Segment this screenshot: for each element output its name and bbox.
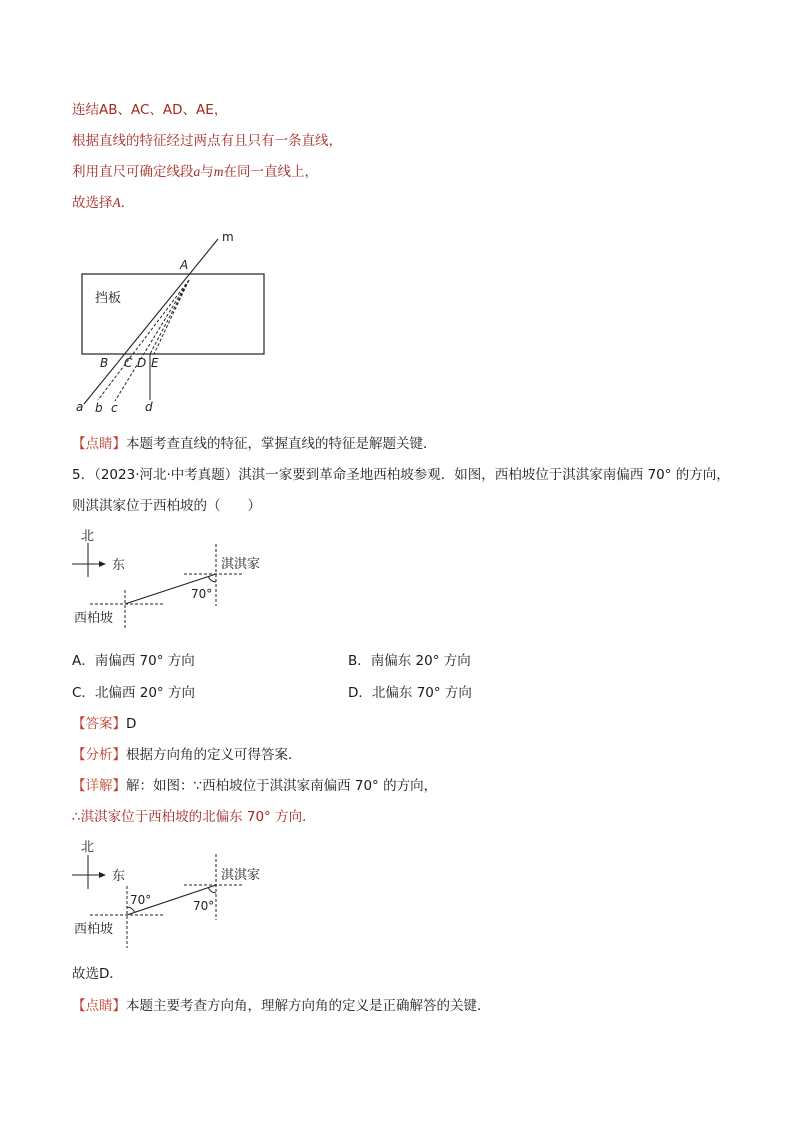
solution-line-choose <box>72 194 134 212</box>
ray-c <box>115 280 189 401</box>
east-label: 东 <box>112 869 126 884</box>
xibaipo-label: 西柏坡 <box>74 922 114 937</box>
label-C: C <box>124 356 133 370</box>
choose-pre: 故选择 <box>72 195 113 211</box>
home-label: 淇淇家 <box>221 557 261 572</box>
label-b: b <box>95 401 103 415</box>
comment-line <box>72 997 491 1015</box>
solution-line-property: 根据直线的特征经过两点有且只有一条直线， <box>72 133 342 149</box>
ray-d <box>150 280 189 354</box>
label-B: B <box>100 356 109 370</box>
detail-text: 解：如图：∵西柏坡位于淇淇家南偏西 70° 的方向， <box>126 778 438 794</box>
figure-direction-answer <box>68 836 308 946</box>
question-number: 5． <box>72 467 95 483</box>
label-D: D <box>137 356 147 370</box>
analysis-tag: 【分析】 <box>72 747 126 763</box>
option-b-text: 南偏东 20° 方向 <box>370 653 471 669</box>
ruler-text-post: 在同一直线上， <box>223 164 318 180</box>
choose-line: 故选D． <box>72 966 123 982</box>
option-b-letter: B． <box>348 653 371 669</box>
question-text-1: 淇淇一家要到革命圣地西柏坡参观．如图，西柏坡位于淇淇家南偏西 70° 的方向， <box>238 467 730 483</box>
north-label: 北 <box>81 840 95 855</box>
answer-tag: 【答案】 <box>72 716 126 732</box>
north-label: 北 <box>81 529 95 544</box>
option-c-text: 北偏西 20° 方向 <box>94 685 195 701</box>
figure-direction-question <box>68 524 308 632</box>
ray-m <box>84 239 218 404</box>
angle-label: 70° <box>191 587 213 601</box>
var-a: a <box>193 164 201 179</box>
east-arrow-icon <box>99 561 106 567</box>
choose-post: ． <box>120 195 135 211</box>
label-E: E <box>151 356 159 370</box>
home-label: 淇淇家 <box>221 868 261 883</box>
xibaipo-label: 西柏坡 <box>74 611 114 626</box>
label-A: A <box>180 258 189 272</box>
option-b[interactable] <box>348 652 471 670</box>
ray-e <box>154 280 189 354</box>
choose-letter: A <box>112 195 121 210</box>
question-source: （2023·河北·中考真题） <box>94 467 239 483</box>
ruler-text-pre: 利用直尺可确定线段 <box>72 164 194 180</box>
angle-arc-home <box>208 888 216 894</box>
angle-arc-xibaipo <box>127 907 135 913</box>
option-a-letter: A． <box>72 653 95 669</box>
answer-text: D <box>126 716 137 732</box>
answer-line <box>72 715 136 733</box>
option-c[interactable] <box>72 684 195 702</box>
angle-label-home: 70° <box>193 899 215 913</box>
solution-line-ruler <box>72 163 318 181</box>
analysis-line <box>72 746 302 764</box>
board-label: 挡板 <box>95 291 122 306</box>
comment-text: 本题主要考查方向角，理解方向角的定义是正确解答的关键． <box>126 998 491 1014</box>
east-arrow-icon <box>99 872 106 878</box>
angle-arc <box>208 577 216 583</box>
solution-line-connect: 连结AB、AC、AD、AE， <box>72 102 228 118</box>
comment-prev <box>72 435 437 453</box>
ruler-text-mid: 与 <box>200 164 214 180</box>
east-label: 东 <box>112 558 126 573</box>
question-5-line1 <box>72 466 730 484</box>
label-d: d <box>145 400 153 414</box>
detail-line <box>72 777 437 795</box>
option-a[interactable] <box>72 652 195 670</box>
figure-board-rays <box>60 228 290 418</box>
angle-label-xibaipo: 70° <box>130 893 152 907</box>
detail-tag: 【详解】 <box>72 778 126 794</box>
label-m: m <box>222 230 234 244</box>
label-c: c <box>111 401 118 415</box>
option-c-letter: C． <box>72 685 95 701</box>
question-5-line2: 则淇淇家位于西柏坡的（ ） <box>72 498 261 514</box>
comment-tag: 【点睛】 <box>72 998 126 1014</box>
option-d[interactable] <box>348 684 472 702</box>
label-a: a <box>76 400 84 414</box>
comment-prev-text: 本题考查直线的特征，掌握直线的特征是解题关键． <box>126 436 437 452</box>
detail-conclusion: ∴淇淇家位于西柏坡的北偏东 70° 方向． <box>72 809 316 825</box>
option-a-text: 南偏西 70° 方向 <box>94 653 195 669</box>
option-d-letter: D． <box>348 685 372 701</box>
var-m: m <box>213 164 224 179</box>
option-d-text: 北偏东 70° 方向 <box>371 685 472 701</box>
analysis-text: 根据方向角的定义可得答案． <box>126 747 302 763</box>
comment-prev-tag: 【点睛】 <box>72 436 126 452</box>
